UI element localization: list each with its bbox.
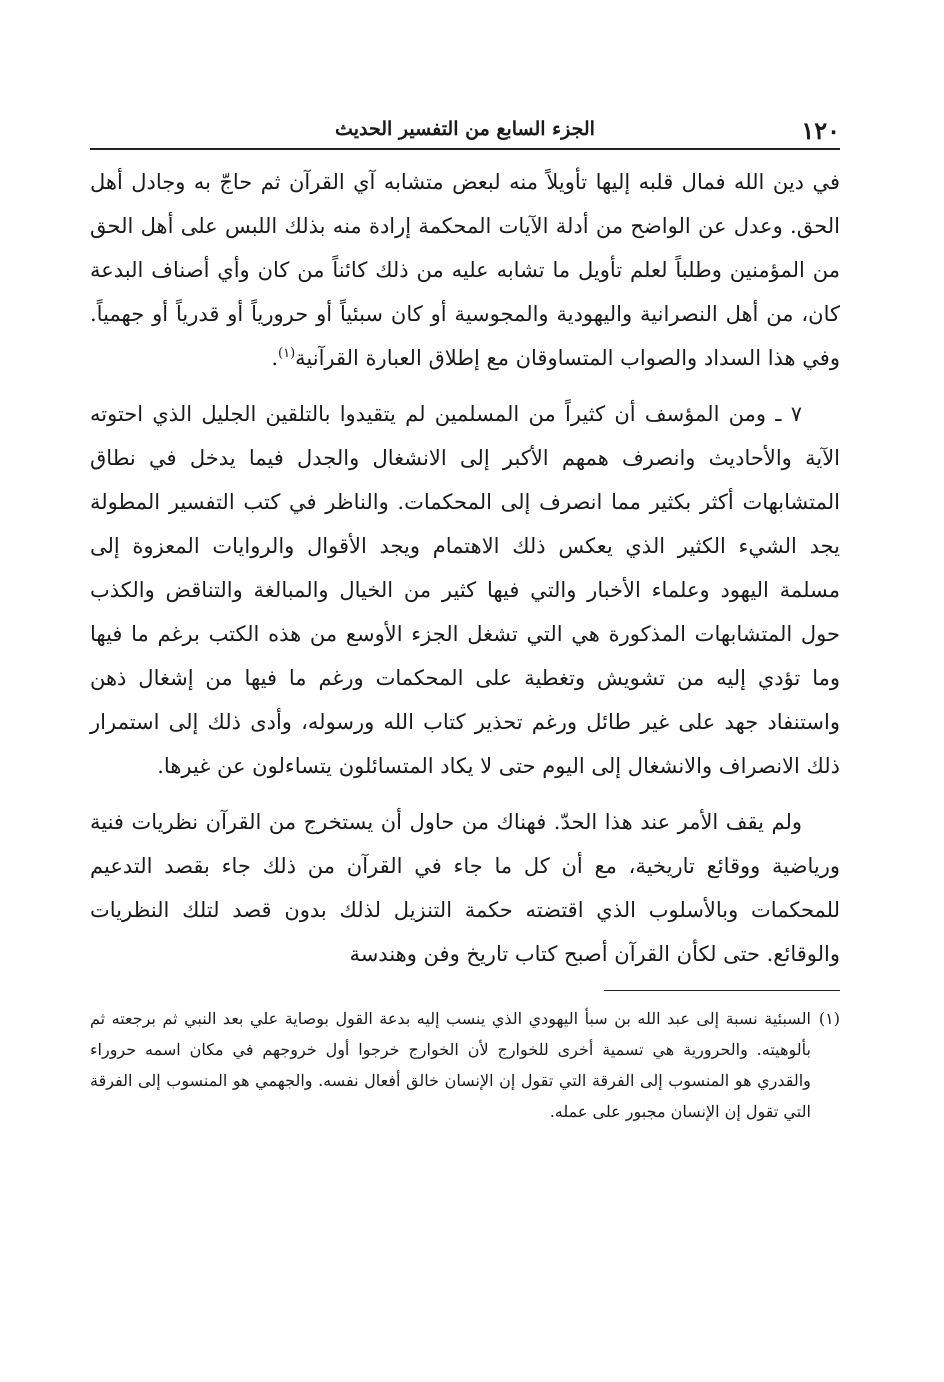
footnote-text: السبئية نسبة إلى عبد الله بن سبأ اليهودي الذي ينسب إليه بدعة القول بوصاية علي بعد النبي ثم برجعته ثم بألوهيته. والحرورية هي تسمية أخرى للخوارج لأن الخوارج خرجوا أول خروجهم في مكان اسمه حروراء والقدري هو المنسوب إلى الفرقة التي تقول إن الإنسان خالق أفعال نفسه. والجهمي هو المنسوب إلى الفرقة التي تقول إن الإنسان مجبور على عمله. — [90, 1009, 811, 1121]
footnote-separator — [604, 990, 840, 991]
footnote-marker: (١) — [818, 1009, 840, 1028]
paragraph-3: ولم يقف الأمر عند هذا الحدّ. فهناك من حاول أن يستخرج من القرآن نظريات فنية ورياضية ووقائع تاريخية، مع أن كل ما جاء في القرآن من ذلك جاء بقصد التدعيم للمحكمات وبالأسلوب الذي اقتضته حكمة التنزيل لذلك بدون قصد لتلك النظريات والوقائع. حتى لكأن القرآن أصبح كتاب تاريخ وفن وهندسة — [90, 810, 840, 966]
book-page — [90, 108, 840, 1127]
page-header — [90, 108, 840, 150]
page-number: ١٢٠ — [801, 116, 840, 145]
paragraph-1-end: . — [271, 346, 279, 370]
main-text — [90, 160, 840, 976]
footnote-reference: (١) — [278, 346, 296, 361]
paragraph-1-text: في دين الله فمال قلبه إليها تأويلاً منه لبعض متشابه آي القرآن ثم حاجّ به وجادل أهل الحق. وعدل عن الواضح من أدلة الآيات المحكمة إرادة منه بذلك اللبس على أهل الحق من المؤمنين وطلباً لعلم تأويل ما تشابه عليه من ذلك كائناً من كان وأي أصناف البدعة كان، من أهل النصرانية واليهودية والمجوسية أو كان سبئياً أو حرورياً أو قدرياً أو جهمياً. وفي هذا السداد والصواب المتساوقان مع إطلاق العبارة القرآنية — [90, 170, 840, 370]
running-title: الجزء السابع من التفسير الحديث — [335, 118, 595, 140]
footnote-1 — [90, 1003, 840, 1127]
footnotes — [90, 1003, 840, 1127]
paragraph-1 — [90, 160, 840, 380]
paragraph-2: ٧ ـ ومن المؤسف أن كثيراً من المسلمين لم يتقيدوا بالتلقين الجليل الذي احتوته الآية والأحاديث وانصرف همهم الأكبر إلى الانشغال والجدل فيما يدخل في نطاق المتشابهات أكثر بكثير مما انصرف إلى المحكمات. والناظر في كتب التفسير المطولة يجد الشيء الكثير الذي يعكس ذلك الاهتمام ويجد الأقوال والروايات المعزوة إلى مسلمة اليهود وعلماء الأخبار والتي فيها كثير من الخيال والمبالغة والتناقض والكذب حول المتشابهات المذكورة هي التي تشغل الجزء الأوسع من هذه الكتب برغم ما فيها وما تؤدي إليه من تشويش وتغطية على المحكمات ورغم ما فيها من إشغال ذهن واستنفاد جهد على غير طائل ورغم تحذير كتاب الله ورسوله، وأدى ذلك إلى استمرار ذلك الانصراف والانشغال إلى اليوم حتى لا يكاد المتسائلون يتساءلون عن غيرها. — [90, 402, 840, 778]
